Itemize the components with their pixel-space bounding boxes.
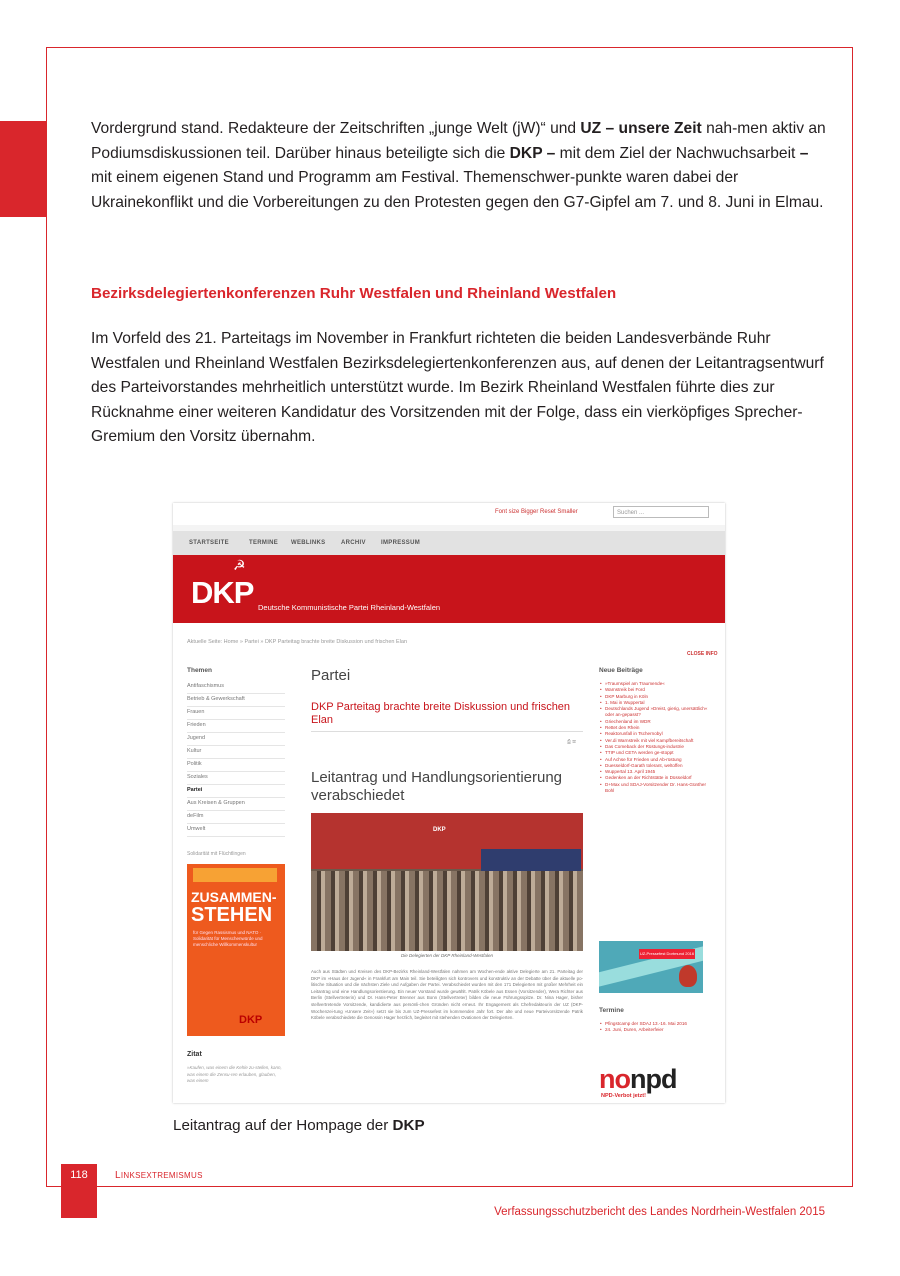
photo-dkp-sign: DKP	[433, 827, 446, 833]
themen-item: Frieden	[187, 720, 285, 733]
paragraph-2: Im Vorfeld des 21. Parteitags im November in Frankfurt richteten die beiden Landesverbände Ruhr Westfalen und Rheinland Westfalen Bezirksdelegiertenkonferenzen aus, auf denen der Leitantragsentwurf des Parteivorstandes mehrheitlich unterstützt wurde. Im Bezirk Rheinland Westfalen führte dies zur Rücknahme einer weiteren Kandidatur des Vorsitzenden mit der Folge, dass ein vierköpfiges Sprecher-Gremium den Vorsitz übernahm.	[91, 330, 824, 445]
list-item: • 1. Mai in Wuppertal	[605, 700, 715, 706]
list-item: • »Traumspiel am Traumende«	[605, 681, 715, 687]
section-title: Partei	[311, 667, 351, 684]
list-item: • DKP Marburg in Köln	[605, 694, 715, 700]
paragraph-1: Vordergrund stand. Redakteure der Zeitschriften „junge Welt (jW)“ und UZ – unsere Zeit nah-men aktiv an Podiumsdiskussionen teil. Darüber hinaus beteiligte sich die DKP – mit dem Ziel der Nachwuchsarbeit – mit einem eigenen Stand und Programm am Festival. Themenschwer-punkte waren dabei der Ukrainekonflikt und die Vorbereitungen zu den Protesten gegen den G7-Gipfel am 7. und 8. Juni in Elmau.	[91, 120, 826, 211]
list-item: • Ver.di Warnstreik mit viel Kampfbereitschaft	[605, 738, 715, 744]
themen-item: Aus Kreisen & Gruppen	[187, 798, 285, 811]
neue-beitraege-heading: Neue Beiträge	[599, 667, 643, 674]
delegates-photo	[311, 813, 583, 951]
themen-item: Jugend	[187, 733, 285, 746]
screenshot-nav	[173, 531, 725, 555]
hammer-sickle-icon: ☭	[233, 557, 246, 573]
poster-line-1: ZUSAMMEN-	[191, 889, 277, 905]
footer: Verfassungsschutzbericht des Landes Nordrhein-Westfalen 2015	[494, 1206, 825, 1218]
list-item: • Wuppertal 13. April 1945	[605, 769, 715, 775]
themen-item: deFilm	[187, 811, 285, 824]
breadcrumb: Aktuelle Seite: Home » Partei » DKP Parteitag brachte breite Diskussion und frischen Elan	[187, 639, 408, 645]
themen-item: Frauen	[187, 707, 285, 720]
themen-item-active: Partei	[187, 785, 285, 798]
poster-stripe	[193, 868, 277, 882]
nav-item-termine: TERMINE	[249, 540, 279, 546]
neue-beitraege-list	[599, 681, 715, 794]
ad-label: UZ-Pressefest Dortmund 2016	[639, 949, 695, 959]
article-body: Auch aus Städten und Kreisen des DKP-Bezirks Rheinland-Westfalen nahmen am Wochen-ende aktive Delegierte am 21. Parteitag der DKP im »Haus der Jugend« in Frankfurt am Main teil. Sie beteiligten sich kontrovers und konstruktiv an der Debatte über die aktuelle po-litische Situation und die nächsten Ziele und Aufgaben der Partei. Verabschiedet wurden mit den 171 Delegierten mit großer Mehrheit ein Leitantrag und eine Handlungsorientierung. Ein neuer Vorstand wurde gewählt. Patrik Köbele aus Essen (Vorsitzender), Wera Richter aus Berlin (Stellvertreterin) und Dr. Hans-Peter Brenner aus Bonn (Stellvertreter) bilden die neue Führungsspitze. Dr. Nina Hager, bisher stellvertretende Vorsitzende, kandidierte aus persönli-chen Gründen nicht erneut. Ihr Engagement als Chefredakteurin der UZ (DKP-Wochenzei-tung »Unsere Zeit«) setzt sie bis zum UZ-Pressefest im kommenden Jahr fort. Der alte und neue Parteivorsitzende Patrik Köbele verabschiedete die Genossin Hager herzlich, begleitet mit stehenden Ovationen der Delegierten.	[311, 969, 583, 1021]
list-item: • Auf Achse für Frieden und Ab-rüstung	[605, 757, 715, 763]
themen-menu	[187, 681, 285, 837]
nonpd-slogan: NPD-Verbot jetzt!	[601, 1093, 646, 1099]
list-item: • D+Max und SDAJ-Vorsitzender Dr. Hans-Günther Bohl	[605, 782, 715, 795]
list-item: • Griechenland im WDR	[605, 719, 715, 725]
divider	[311, 731, 583, 732]
list-item: • Das Comeback der Rüstungs-industrie	[605, 744, 715, 750]
themen-item: Umwelt	[187, 824, 285, 837]
termine-list	[599, 1021, 715, 1034]
section-heading: Bezirksdelegiertenkonferenzen Ruhr Westfalen und Rheinland Westfalen	[91, 285, 617, 302]
zitat-text: »Kaufen, was einem die Kehle zu-stellen, kann, was einem die Zensu-ren erlauben, glauben, was einem	[187, 1065, 282, 1083]
list-item: • Reaktorunfall in Tschernobyl	[605, 731, 715, 737]
dkp-subtitle: Deutsche Kommunistische Partei Rheinland-Westfalen	[258, 603, 441, 612]
figure-caption: Leitantrag auf der Hompage der DKP	[173, 1117, 425, 1134]
poster-brand: DKP	[239, 1014, 263, 1026]
themen-item: Soziales	[187, 772, 285, 785]
list-item: • Deutschlands Jugend »Dreist, gierig, unersättlich« oder an-gepasst?	[605, 706, 715, 719]
screenshot-main	[173, 623, 725, 1103]
poster-line-2: STEHEN	[191, 904, 273, 926]
themen-item: Politik	[187, 759, 285, 772]
zitat-heading: Zitat	[187, 1051, 202, 1058]
page-number: 118	[61, 1164, 97, 1218]
themen-heading: Themen	[187, 667, 212, 674]
solidarity-label: Solidarität mit Flüchtlingen	[187, 851, 246, 857]
list-item: • Pfingstcamp der SDAJ 13.-16. Mai 2016	[605, 1021, 715, 1027]
side-marker	[0, 121, 46, 217]
termine-heading: Termine	[599, 1007, 624, 1014]
nonpd-logo: nonpd	[599, 1064, 677, 1094]
article-heading: Leitantrag und Handlungsorientierung verabschiedet	[311, 769, 563, 804]
balloon-icon	[679, 965, 697, 987]
photo-stage	[481, 849, 581, 871]
search-input: Suchen ...	[613, 506, 709, 518]
themen-item: Betrieb & Gewerkschaft	[187, 694, 285, 707]
list-item: • Rettet den Rhein	[605, 725, 715, 731]
photo-crowd	[311, 871, 583, 951]
list-item: • Gedenken an der Richtstätte in Düsseldorf	[605, 775, 715, 781]
themen-item: Antifaschismus	[187, 681, 285, 694]
nav-item-impressum: IMPRESSUM	[381, 540, 421, 546]
list-item: • 24. Juni, Duren, Arbeiterfeier	[605, 1027, 715, 1033]
article-title: DKP Parteitag brachte breite Diskussion und frischen Elan	[311, 701, 571, 726]
website-screenshot	[173, 503, 725, 1103]
nav-item-archiv: ARCHIV	[341, 540, 366, 546]
dkp-logo: DKP	[191, 575, 254, 610]
screenshot-topbar	[173, 503, 725, 525]
running-head: LINKSEXTREMISMUS	[115, 1170, 203, 1181]
photo-caption: Die Delegierten der DKP Rheinland-Westfalen	[400, 953, 494, 958]
uz-pressefest-ad	[599, 941, 703, 993]
list-item: • Duesseldorf-Garath tolerant, weltoffen	[605, 763, 715, 769]
list-item: • Warnstreik bei Ford	[605, 687, 715, 693]
nav-item-startseite: STARTSEITE	[189, 540, 229, 546]
zusammenstehen-poster	[187, 864, 285, 1036]
list-item: • TTIP und CETA werden ge-stoppt	[605, 750, 715, 756]
print-email-icon: ⎙ ✉	[567, 739, 576, 745]
themen-item: Kultur	[187, 746, 285, 759]
font-size-links: Font size Bigger Reset Smaller	[495, 509, 578, 515]
dkp-banner	[173, 555, 725, 623]
poster-text: für Gegen Rassismus und NATO · Solidarität für Menschenwürde und menschliche Willkommenskultur	[193, 930, 263, 947]
nav-item-weblinks: WEBLINKS	[291, 540, 326, 546]
close-info: CLOSE INFO	[687, 651, 718, 657]
